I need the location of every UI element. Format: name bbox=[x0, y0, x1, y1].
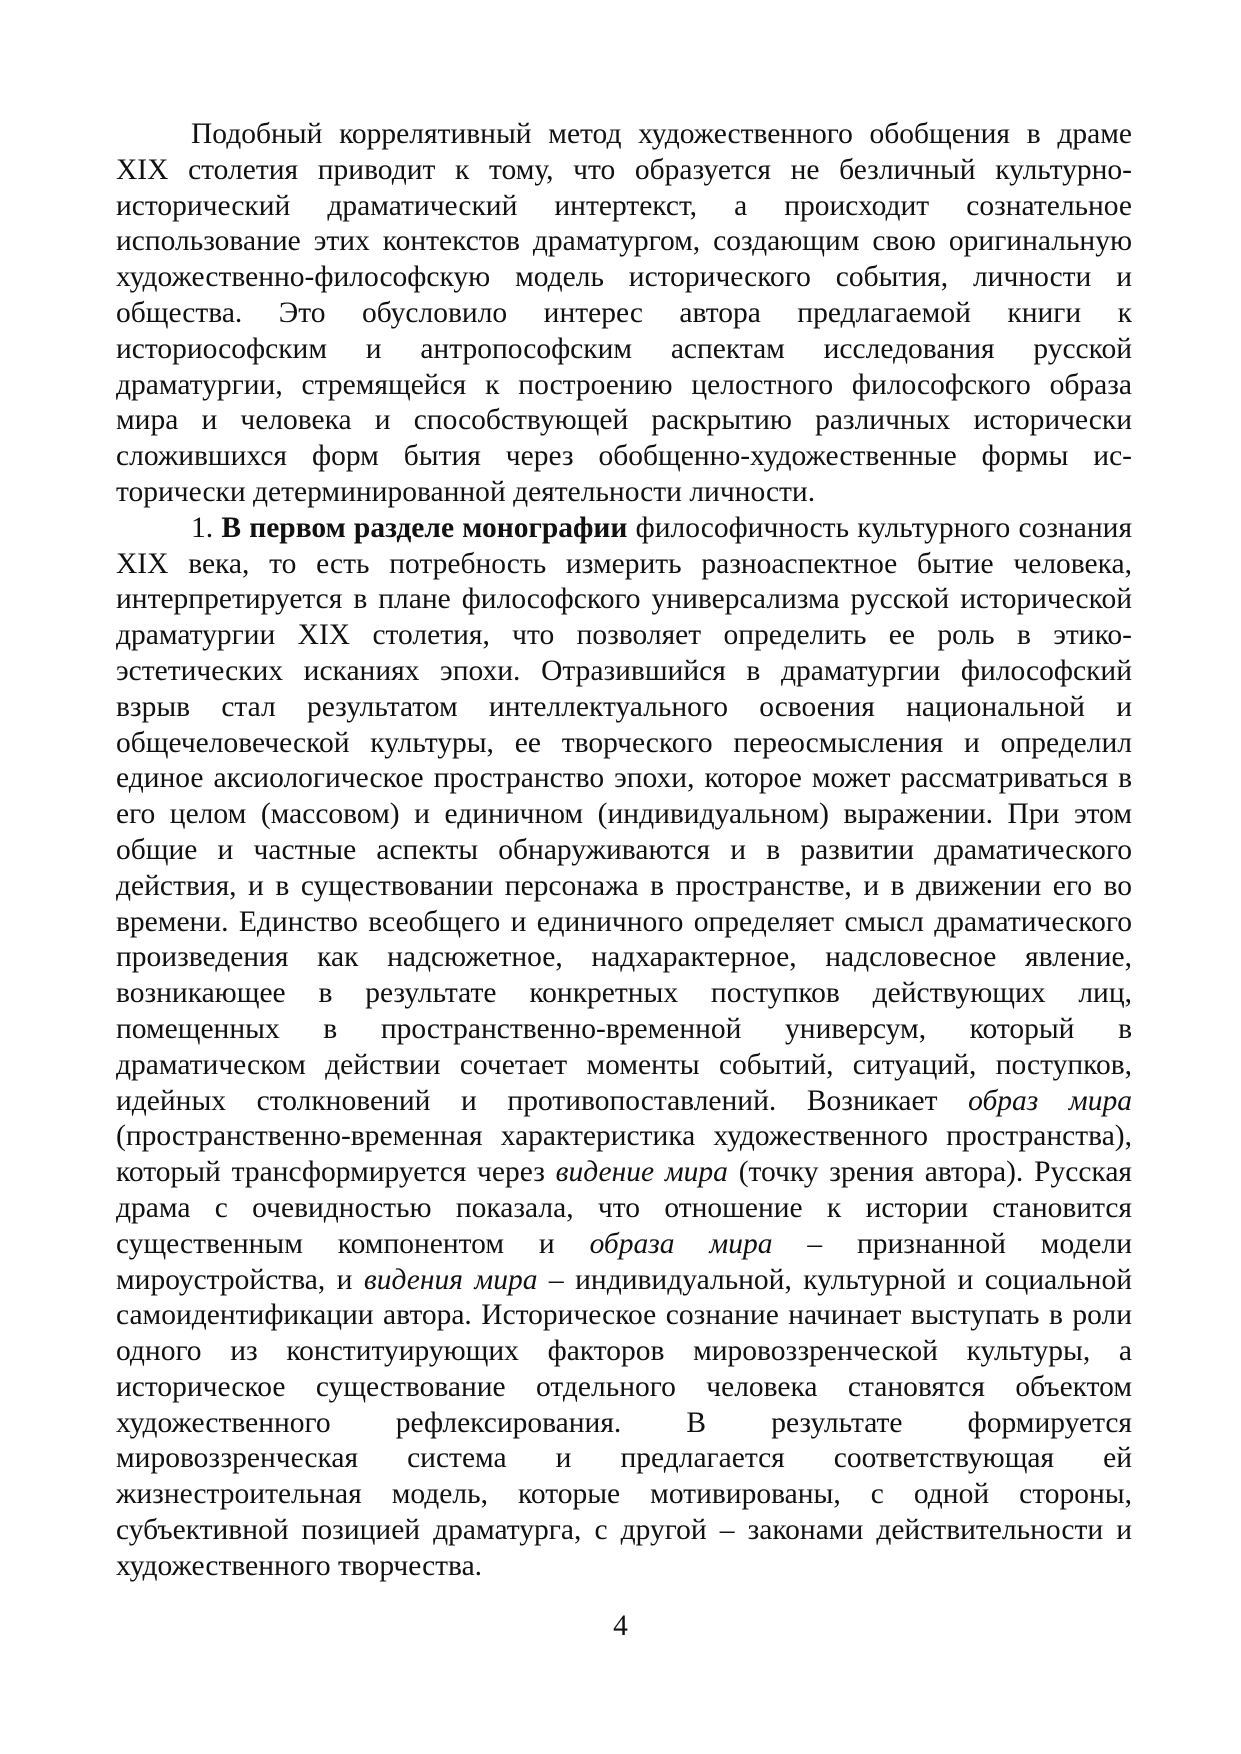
paragraph-text-part-5: – индивидуальной, культурной и социальной самоидентификации автора. Историческое сознание начинает выступать в роли одного из конституирующих факторов мировоззренческой культуры, а историческое существование отдельного человека становятся объектом художественного рефлексирования. В результате формируется мировоззренческая система и предлагается соответствующая ей жизнестроительная модель, которые мотивированы, с одной стороны, субъективной позицией драматурга, с другой – законами действительности и художественного творчества. bbox=[116, 1263, 1132, 1582]
paragraph-section-1 bbox=[116, 511, 1132, 1585]
section-lead-bold: В первом разделе монографии bbox=[221, 511, 628, 544]
term-image-of-world-2: образа мира bbox=[589, 1227, 773, 1260]
paragraph-text-part-4: – признанной модели мироустройства, и bbox=[116, 1227, 1132, 1296]
page-number: 4 bbox=[613, 1610, 628, 1642]
term-vision-of-world: видение мира bbox=[555, 1156, 728, 1189]
list-number: 1. bbox=[191, 511, 222, 544]
paragraph-text-part-2: (пространственно-временная характеристика художественного пространства), который трансформируется через bbox=[116, 1120, 1132, 1189]
term-vision-of-world-2: видения мира bbox=[363, 1263, 538, 1296]
paragraph-intro: Подобный коррелятивный метод художественного обобщения в драме XIX столетия приводит к тому, что образуется не безличный культурно-исторический драматический интертекст, а происходит сознательное использование этих контекстов драматургом, создающим свою оригинальную художественно-философскую модель исторического события, личности и общества. Это обусловило интерес автора предлагаемой книги к историософским и антропософским аспектам исследования русской драматургии, стремящейся к построению целостного философского образа мира и человека и способствующей раскрытию различных исторически сложившихся форм бытия через обобщенно-художественные формы исторически детерминированной деятельности личности. bbox=[116, 118, 1132, 508]
body-text bbox=[116, 117, 1132, 1585]
paragraph-text-part-3: (точку зрения автора). Русская драма с очевидностью показала, что отношение к истории становится существенным компонентом и bbox=[116, 1156, 1132, 1260]
paragraph-text-part-1: философичность культурного сознания XIX века, то есть потребность измерить разноаспектное бытие человека, интерпретируется в плане философского универсализма русской исторической драматургии XIX столетия, что позволяет определить ее роль в этико-эстетических исканиях эпохи. Отразившийся в драматургии философский взрыв стал результатом интеллектуального освоения национальной и общечеловеческой культуры, ее творческого переосмысления и определил единое аксиологическое пространство эпохи, которое может рассматриваться в его целом (массовом) и единичном (индивидуальном) выражении. При этом общие и частные аспекты обнаруживаются и в развитии драматического действия, и в существовании персонажа в пространстве, и в движении его во времени. Единство всеобщего и единичного определяет смысл драматического произведения как надсюжетное, надхарактерное, надсловесное явление, возникающее в результате конкретных поступков действующих лиц, помещенных в пространственно-временной универсум, который в драматическом действии сочетает моменты событий, ситуаций, поступков, идейных столкновений и противопоставлений. Возникает bbox=[116, 511, 1133, 1117]
term-image-of-world: образ мира bbox=[968, 1084, 1132, 1117]
